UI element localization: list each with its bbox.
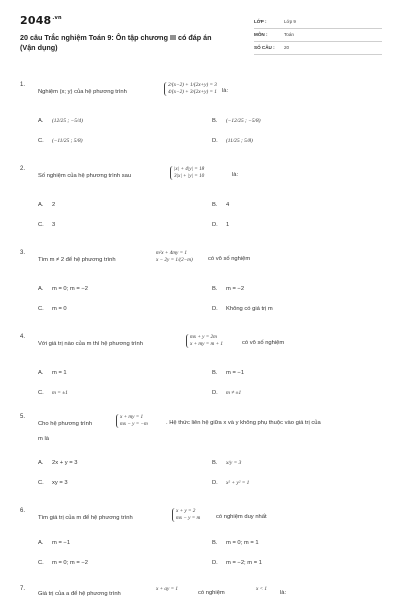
meta-value: Lớp 9 [284,19,296,24]
question-2 [20,166,382,232]
option-a[interactable]: A. m = 1 [38,370,67,376]
question-tail: có vô số nghiệm [208,256,251,262]
equation-system [172,508,200,522]
meta-row-count [254,44,382,55]
logo-suffix: .vn [52,15,62,22]
option-a[interactable]: A. 2 [38,202,56,208]
equation: 3|x| + |y| = 10 [174,173,205,179]
option-d[interactable]: D. m ≠ ±1 [212,390,242,396]
question-3 [20,250,382,318]
option-a[interactable]: A. 2x + y = 3 [38,460,78,466]
meta-table [254,18,382,57]
page-title [20,33,230,52]
option-d[interactable]: D. x² + y² = 1 [212,480,250,486]
meta-label: MÔN : [254,32,268,37]
equation: mx + y = 2m [190,334,217,340]
question-number: 5. [20,414,26,420]
equation-system [156,250,193,264]
question-number: 2. [20,166,26,172]
equation-system [164,82,217,96]
question-number: 1. [20,82,26,88]
equation-system [186,334,223,348]
option-d[interactable]: D. (11/25 ; 5/8) [212,138,253,144]
meta-label: SỐ CÂU : [254,45,275,50]
option-a[interactable]: A. m = 0; m = −2 [38,286,88,292]
equation-system [116,414,148,428]
title-line-2: (Vận dụng) [20,42,58,52]
document-header [20,14,382,60]
equation: x + my = m + 1 [190,341,223,347]
question-number: 6. [20,508,26,514]
option-c[interactable]: C. m = ±1 [38,390,68,396]
equation: x + ay = 1 [156,586,178,592]
option-c[interactable]: C. m = 0 [38,306,67,312]
option-a[interactable]: A. (12/25 ; −5/4) [38,118,83,124]
meta-row-subject [254,31,382,42]
equation: x + y = 2 [176,508,196,514]
option-c[interactable]: C. m = 0; m = −2 [38,560,88,566]
question-text: Tìm m ≠ 2 để hệ phương trình [38,257,116,263]
question-text: Tìm giá trị của m để hệ phương trình [38,515,133,521]
option-b[interactable]: B. x/y = 3 [212,460,242,466]
meta-label: LỚP : [254,19,267,24]
option-b[interactable]: B. m = −1 [212,370,245,376]
equation: x + my = 1 [120,414,144,420]
question-tail: có nghiệm duy nhất [216,514,267,520]
site-logo[interactable] [20,14,62,27]
question-6 [20,508,382,574]
equation: m²x + 4my = 1 [156,250,188,256]
question-text: Cho hệ phương trình [38,421,93,427]
option-b[interactable]: B. 4 [212,202,230,208]
equation-system [170,166,204,180]
option-c[interactable]: C. (−11/25 ; 5/8) [38,138,83,144]
option-b[interactable]: B. m = 0; m = 1 [212,540,259,546]
equation: 4/(x−2) + 3/(2x+y) = 1 [168,89,217,95]
option-b[interactable]: B. (−12/25 ; −5/8) [212,118,261,124]
option-d[interactable]: D. m = −2; m = 1 [212,560,262,566]
equation: 2/(x−2) + 1/(2x+y) = 3 [168,82,217,88]
meta-value: Toán [284,32,294,37]
question-tail: là: [222,88,229,94]
question-tail: . Hệ thức liên hệ giữa x và y không phụ thuộc vào giá trị của [166,420,321,426]
question-text: Giá trị của a để hệ phương trình [38,591,121,597]
equation: mx − y = −m [120,421,148,427]
question-text: Nghiệm (x; y) của hệ phương trình [38,89,127,95]
option-c[interactable]: C. xy = 3 [38,480,68,486]
question-text-line-2: m là [38,436,49,442]
question-number: 7. [20,586,26,592]
question-4 [20,334,382,402]
equation: mx − y = m [176,515,201,521]
question-number: 4. [20,334,26,340]
equation-system [156,586,178,593]
question-5 [20,414,382,494]
option-a[interactable]: A. m = −1 [38,540,71,546]
meta-value: 20 [284,45,290,50]
option-d[interactable]: D. Không có giá trị m [212,306,273,312]
question-1 [20,82,382,152]
question-tail: là: [232,172,239,178]
question-tail-2: là: [280,590,287,596]
title-line-1: 20 câu Trắc nghiệm Toán 9: Ôn tập chương III có đáp án [20,33,212,42]
option-c[interactable]: C. 3 [38,222,56,228]
question-text: Với giá trị nào của m thì hệ phương trình [38,341,143,347]
question-tail: có vô số nghiệm [242,340,285,346]
equation: x − 2y = 1/(2−m) [156,257,193,263]
question-number: 3. [20,250,26,256]
question-7 [20,586,382,600]
logo-text: 2048 [20,14,52,27]
condition-expression: x < 1 [256,586,267,592]
question-text: Số nghiệm của hệ phương trình sau [38,173,132,179]
option-d[interactable]: D. 1 [212,222,230,228]
question-tail: có nghiệm [198,590,225,596]
equation: |x| + 4|y| = 18 [174,166,205,172]
meta-row-class [254,18,382,29]
option-b[interactable]: B. m = −2 [212,286,245,292]
